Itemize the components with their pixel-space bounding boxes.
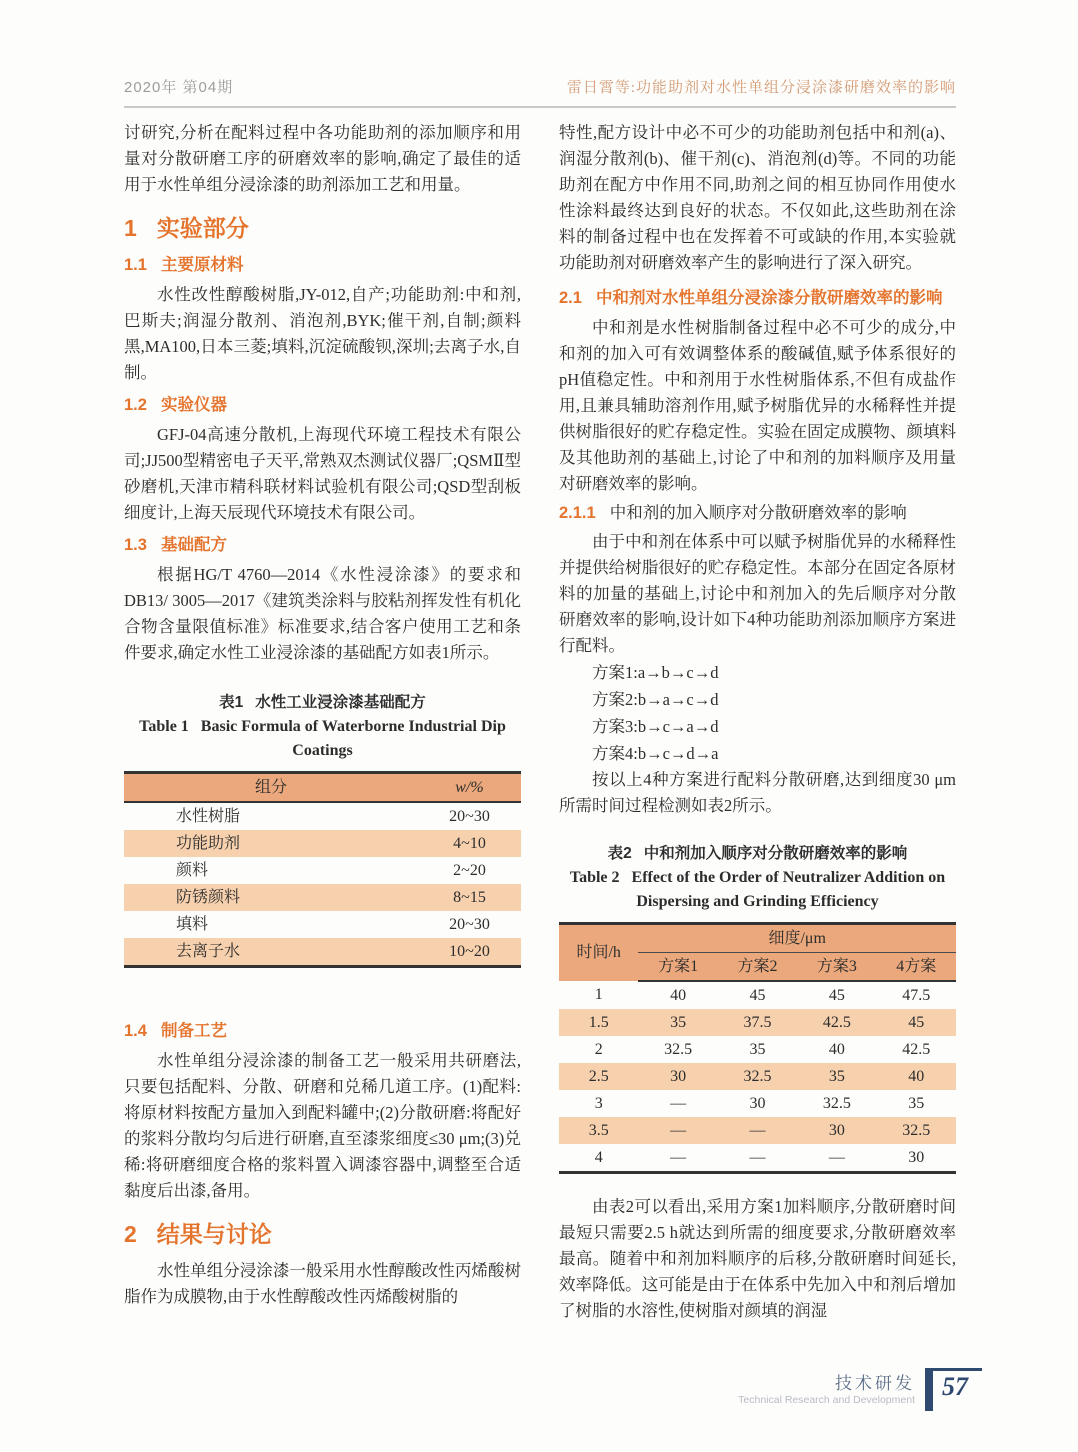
section-heading-2 (124, 1218, 521, 1250)
table2-header-scheme3: 方案3 (797, 953, 876, 982)
table-cell: 35 (828, 1067, 845, 1085)
table-row (124, 830, 521, 857)
table-cell: 4 (594, 1148, 603, 1166)
table2-head (559, 924, 956, 982)
section-heading-1-2 (124, 392, 521, 419)
section-title: 基础配方 (160, 536, 227, 554)
table2-caption-en (559, 866, 956, 890)
table1-caption-en-line2: Coatings (292, 742, 353, 759)
table2-header-time: 时间/h (576, 944, 621, 961)
section-title: 实验部分 (156, 215, 249, 241)
paragraph: 讨研究,分析在配料过程中各功能助剂的添加顺序和用量对分散研磨工序的研磨效率的影响,确定了最佳的适用于水性单组分浸涂漆的助剂添加工艺和用量。 (124, 123, 521, 194)
table-cell: 防锈颜料 (176, 888, 241, 906)
table-cell: 40 (908, 1067, 925, 1085)
section-number: 1.4 (124, 1022, 147, 1040)
table1-caption-text-en: Basic Formula of Waterborne Industrial Dip (200, 718, 506, 735)
table1-header-row (124, 773, 521, 803)
table-row (559, 1117, 956, 1144)
table-cell: 颜料 (176, 861, 209, 879)
table-cell: — (670, 1094, 687, 1112)
table1-header-weight: w/% (418, 773, 521, 803)
table-cell: 45 (828, 986, 845, 1004)
table-row (124, 857, 521, 884)
table-cell: 40 (670, 986, 687, 1004)
section-number: 1.1 (124, 256, 147, 274)
section-number: 1 (124, 215, 137, 241)
paragraph: 特性,配方设计中必不可少的功能助剂包括中和剂(a)、润湿分散剂(b)、催干剂(c)、消泡剂(d)等。不同的功能助剂在配方中作用不同,助剂之间的相互协同作用使水性涂料最终达到良好的状态。不仅如此,这些助剂在涂料的制备过程中也在发挥着不可或缺的作用,本实验就功能助剂对研磨效率产生的影响进行了深入研究。 (559, 123, 956, 272)
section-number: 2.1 (559, 289, 582, 307)
table-cell: 4~10 (453, 834, 486, 852)
table-cell: 3.5 (588, 1121, 609, 1139)
table2-header-scheme1: 方案1 (638, 953, 717, 982)
table1-head (124, 773, 521, 803)
table-cell: 1 (594, 986, 603, 1003)
table1-label-en: Table 1 (139, 718, 189, 735)
table-row (559, 1036, 956, 1063)
footer-section-en: Technical Research and Development (738, 1394, 915, 1406)
table1-body (124, 802, 521, 967)
table1-label-cn: 表1 (219, 694, 244, 711)
table2-body (559, 981, 956, 1173)
table2-caption-text-en: Effect of the Order of Neutralizer Addition on (631, 869, 946, 886)
table-row (124, 802, 521, 830)
scheme-line-3: 方案3:b→c→a→d (592, 717, 719, 736)
table-cell: 8~15 (453, 888, 486, 906)
table2-caption-text-cn: 中和剂加入顺序对分散研磨效率的影响 (643, 845, 908, 862)
table-cell: — (670, 1121, 687, 1139)
table-row (559, 1144, 956, 1173)
table-cell: 32.5 (902, 1121, 931, 1139)
table2-header-row-1 (559, 924, 956, 953)
section-heading-1-4 (124, 1018, 521, 1045)
table-cell: 47.5 (902, 986, 931, 1004)
table-cell: 填料 (176, 915, 209, 933)
table2-header-fineness: 细度/μm (638, 924, 956, 953)
table-cell: 30 (828, 1121, 845, 1139)
table-cell: — (828, 1148, 845, 1166)
section-number: 1.3 (124, 536, 147, 554)
section-title: 中和剂对水性单组分浸涂漆分散研磨效率的影响 (595, 289, 943, 307)
table-cell: — (749, 1148, 766, 1166)
paragraph: 水性单组分浸涂漆的制备工艺一般采用共研磨法,只要包括配料、分散、研磨和兑稀几道工序。(1)配料:将原材料按配方量加入到配料罐中;(2)分散研磨:将配好的浆料分散均匀后进行研磨,直至漆浆细度≤30 μm;(3)兑稀:将研磨细度合格的浆料置入调漆容器中,调整至合适黏度后出漆,备用。 (124, 1051, 521, 1200)
table2-neutralizer-order (559, 922, 956, 1174)
table1-caption-text-cn: 水性工业浸涂漆基础配方 (255, 694, 426, 711)
section-title: 主要原材料 (160, 256, 244, 274)
paragraph: 水性单组分浸涂漆一般采用水性醇酸改性丙烯酸树脂作为成膜物,由于水性醇酸改性丙烯酸树脂的 (124, 1261, 521, 1306)
table-cell: 20~30 (449, 807, 490, 825)
table-row (559, 1090, 956, 1117)
table-row (559, 1009, 956, 1036)
paragraph: 按以上4种方案进行配料分散研磨,达到细度30 μm所需时间过程检测如表2所示。 (559, 770, 956, 815)
section-number: 1.2 (124, 396, 147, 414)
table-cell: 功能助剂 (176, 834, 241, 852)
table-cell: 40 (828, 1040, 845, 1058)
table-cell: 32.5 (743, 1067, 772, 1085)
table2-caption-cn (559, 841, 956, 866)
paragraph: 由于中和剂在体系中可以赋予树脂优异的水稀释性并提供给树脂很好的贮存稳定性。本部分在固定各原材料的加量的基础上,讨论中和剂加入的先后顺序对分散研磨效率的影响,设计如下4种功能助剂添加顺序方案进行配料。 (559, 532, 956, 655)
paragraph: 由表2可以看出,采用方案1加料顺序,分散研磨时间最短只需要2.5 h就达到所需的细度要求,分散研磨效率最高。随着中和剂加料顺序的后移,分散研磨时间延长,效率降低。这可能是由于在体系中先加入中和剂后增加了树脂的水溶性,使树脂对颜填的润湿 (559, 1197, 956, 1320)
table-cell: 20~30 (449, 915, 490, 933)
table1-caption-cn (124, 690, 521, 715)
footer-section (738, 1368, 915, 1407)
table-cell: 32.5 (822, 1094, 851, 1112)
page-header (124, 76, 956, 108)
table-row (559, 1063, 956, 1090)
table2-header-scheme4: 4方案 (877, 953, 956, 982)
table-cell: 3 (594, 1094, 603, 1112)
column-left (124, 120, 521, 1324)
table-cell: 42.5 (902, 1040, 931, 1058)
footer-section-cn: 技术研发 (835, 1374, 915, 1393)
table-cell: 37.5 (743, 1013, 772, 1031)
section-heading-2-1 (559, 285, 956, 312)
scheme-line-2: 方案2:b→a→c→d (592, 690, 719, 709)
table-cell: 30 (908, 1148, 925, 1166)
table2-label-cn: 表2 (607, 845, 632, 862)
table-row (559, 981, 956, 1009)
table-cell: 45 (749, 986, 766, 1004)
section-title: 结果与讨论 (156, 1221, 272, 1247)
table-cell: 32.5 (664, 1040, 693, 1058)
table-cell: 35 (749, 1040, 766, 1058)
table-cell: 30 (749, 1094, 766, 1112)
section-heading-1 (124, 212, 521, 244)
table2-caption-en-line2: Dispersing and Grinding Efficiency (636, 893, 879, 910)
section-heading-2-1-1 (559, 499, 956, 527)
running-title: 雷日霄等:功能助剂对水性单组分浸涂漆研磨效率的影响 (566, 80, 956, 96)
table-row (124, 911, 521, 938)
page-number: 57 (925, 1368, 982, 1411)
table-cell: 42.5 (822, 1013, 851, 1031)
table-cell: 45 (908, 1013, 925, 1031)
table-row (124, 884, 521, 911)
table-cell: 2~20 (453, 861, 486, 879)
paragraph: 水性改性醇酸树脂,JY-012,自产;功能助剂:中和剂,巴斯夫;润湿分散剂、消泡剂,BYK;催干剂,自制;颜料黑,MA100,日本三菱;填料,沉淀硫酸钡,深圳;去离子水,自制。 (124, 285, 521, 382)
table-cell: 去离子水 (176, 942, 241, 960)
table-cell: 2 (594, 1040, 603, 1058)
section-number: 2 (124, 1221, 137, 1247)
section-number: 2.1.1 (559, 504, 596, 522)
scheme-line-4: 方案4:b→c→d→a (592, 744, 719, 763)
section-heading-1-1 (124, 252, 521, 279)
table-row (124, 938, 521, 967)
paragraph: 中和剂是水性树脂制备过程中必不可少的成分,中和剂的加入可有效调整体系的酸碱值,赋予体系很好的pH值稳定性。中和剂用于水性树脂体系,不但有成盐作用,且兼具辅助溶剂作用,赋予树脂优异的水稀释性并提供树脂很好的贮存稳定性。实验在固定成膜物、颜填料及其他助剂的基础上,讨论了中和剂的加料顺序及用量对研磨效率的影响。 (559, 318, 956, 493)
table-cell: 30 (670, 1067, 687, 1085)
section-title: 中和剂的加入顺序对分散研磨效率的影响 (609, 503, 907, 522)
section-title: 实验仪器 (160, 396, 227, 414)
table-cell: 1.5 (588, 1013, 609, 1031)
table-cell: 水性树脂 (176, 807, 241, 825)
table-cell: 35 (670, 1013, 687, 1031)
scheme-line-1: 方案1:a→b→c→d (592, 663, 719, 682)
section-heading-1-3 (124, 532, 521, 559)
table-cell: 10~20 (449, 942, 490, 960)
paragraph: 根据HG/T 4760—2014《水性浸涂漆》的要求和DB13/ 3005—2017《建筑类涂料与胶粘剂挥发性有机化合物含量限值标准》标准要求,结合客户使用工艺和条件要求,确定水性工业浸涂漆的基础配方如表1所示。 (124, 565, 521, 662)
table1-header-component: 组分 (124, 773, 418, 803)
table2-label-en: Table 2 (569, 869, 620, 886)
section-title: 制备工艺 (160, 1022, 227, 1040)
table-cell: 35 (908, 1094, 925, 1112)
issue-label: 2020年 第04期 (124, 79, 234, 96)
column-right (559, 120, 956, 1324)
table-cell: 2.5 (588, 1067, 609, 1085)
text-columns (124, 120, 956, 1324)
table1-basic-formula (124, 771, 521, 968)
page-footer (738, 1368, 982, 1411)
table2-header-scheme2: 方案2 (718, 953, 797, 982)
table-cell: — (749, 1121, 766, 1139)
paragraph: GFJ-04高速分散机,上海现代环境工程技术有限公司;JJ500型精密电子天平,常熟双杰测试仪器厂;QSMⅡ型砂磨机,天津市精科联材料试验机有限公司;QSD型刮板细度计,上海天辰现代环境技术有限公司。 (124, 425, 521, 522)
table-cell: — (670, 1148, 687, 1166)
table1-caption-en (124, 715, 521, 739)
